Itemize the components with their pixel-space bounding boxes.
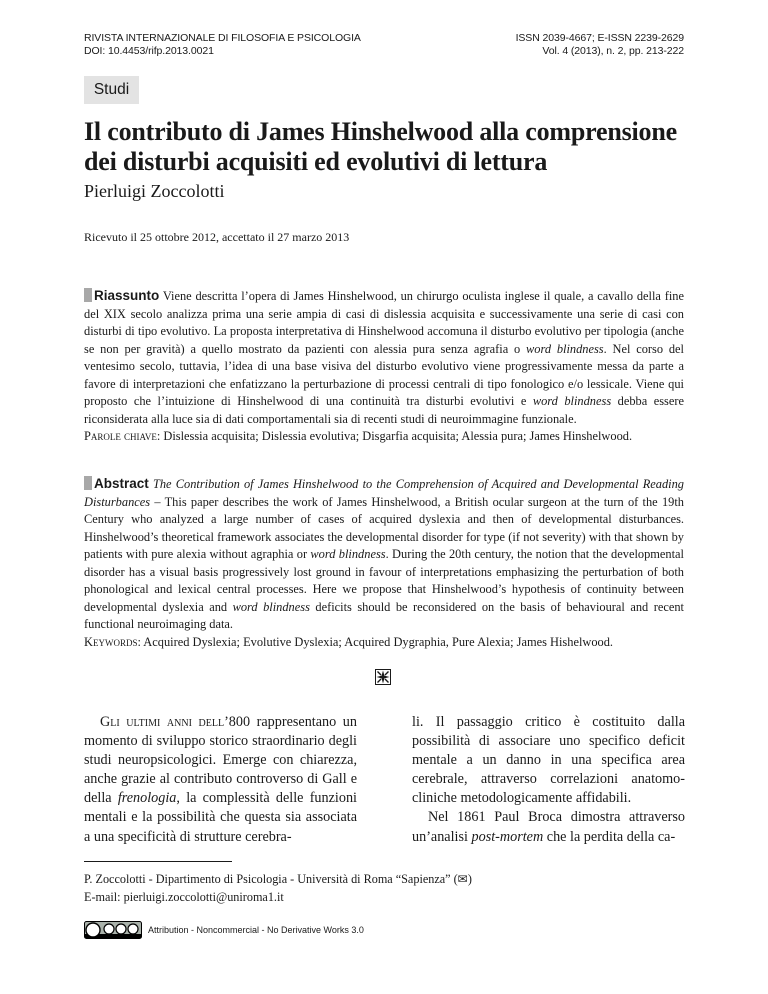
riassunto-block (84, 287, 684, 446)
keywords-label: Keywords (84, 634, 138, 649)
abstract-emphasis: word blindness (232, 599, 310, 614)
received-date: Ricevuto il 25 ottobre 2012, accettato il 27 marzo 2013 (84, 230, 350, 244)
abstract-block (84, 475, 684, 651)
body-emphasis: post-mortem (471, 828, 544, 845)
header-right (516, 32, 684, 58)
affiliation-line (84, 871, 472, 889)
section-marker-icon (84, 288, 92, 302)
body-text: che la perdita della ca- (543, 828, 676, 845)
parole-chiave-label: Parole chiave (84, 429, 157, 443)
email-address[interactable]: E-mail: pierluigi.zoccolotti@uniroma1.it (84, 889, 284, 904)
body-column-left (84, 713, 357, 847)
abstract-emphasis: word blindness (310, 547, 386, 561)
body-text: li. Il passaggio critico è costituito dalla possibilità di associare uno specifico deficit mentale a un danno in una specifica area cerebrale, attraverso correlazioni anatomo-cliniche metodologicamente affidabili. (412, 714, 685, 807)
abstract-label: Abstract (94, 476, 149, 491)
section-tag: Studi (84, 76, 139, 104)
author-name: Pierluigi Zoccolotti (84, 181, 225, 201)
creative-commons-icon[interactable] (84, 921, 142, 939)
doi-text[interactable]: DOI: 10.4453/rifp.2013.0021 (84, 45, 214, 57)
riassunto-text: debba essere riconsiderata alla luce sia di dati comportamentali sia di recenti studi di neuroimmagine funzionale. (84, 394, 684, 426)
body-text: ’800 rappresentano un momento di sviluppo storico straordinario degli studi neuropsicologici. Emerge con chiarezza, anche grazie al contributo controverso di Gall e della (84, 714, 357, 807)
parole-chiave (84, 428, 684, 446)
keywords-list: : Acquired Dyslexia; Evolutive Dyslexia; Acquired Dygraphia, Pure Alexia; James Hishelwood. (137, 634, 614, 649)
title-line-1: Il contributo di James Hinshelwood alla comprensione (84, 117, 677, 146)
section-marker-icon (84, 476, 92, 490)
footnote-rule (84, 861, 232, 862)
body-column-right (412, 713, 685, 847)
envelope-icon: ✉ (457, 872, 468, 886)
paragraph (412, 713, 685, 808)
header-left (84, 32, 361, 58)
riassunto-text: Viene descritta l’opera di James Hinshelwood, un chirurgo oculista inglese il quale, a cavallo della fine del XIX secolo analizza prima una serie ampia di casi di dislessia acquisita e successivamente una serie di casi con disturbi di tipo evolutivo. La proposta interpretativa di Hinshelwood accomuna il disturbo evolutivo per tipologia (anche se non per gravità) a quello mostrato da pazienti con alessia pura senza agrafia o (84, 289, 684, 356)
abstract-text: deficits should be reconsidered on the basis of behavioural and recent functional neuroimaging data. (84, 599, 684, 631)
riassunto-emphasis: word blindness (532, 394, 612, 408)
volume-text: Vol. 4 (2013), n. 2, pp. 213-222 (542, 45, 684, 57)
license-block (84, 921, 364, 939)
fleuron-icon (375, 669, 391, 685)
title-line-2: dei disturbi acquisiti ed evolutivi di lettura (84, 147, 548, 176)
body-text: , la complessità delle funzioni mentali e la possibilità che questa sia associata a una specificità di strutture cerebra- (84, 790, 357, 845)
paragraph (412, 808, 685, 846)
body-emphasis: frenologia (117, 790, 177, 807)
abstract-text: . During the 20th century, the notion that the developmental disorder has a visual basis progressively lost ground in favour of interpretations emphasizing the perturbation of both phonological and lexical central processes. Here we propose that Hinshelwood’s hypothesis of continuity between developmental dyslexia and (84, 547, 684, 614)
riassunto-label: Riassunto (94, 288, 160, 303)
affiliation-text: P. Zoccolotti - Dipartimento di Psicologia - Università di Roma “Sapienza” ( (84, 872, 458, 886)
abstract-english-title: The Contribution of James Hinshelwood to the Comprehension of Acquired and Developmental Reading Disturbances (84, 477, 684, 509)
riassunto-text: . Nel corso del ventesimo secolo, tuttavia, l’idea di una base visiva del disturbo evolutivo viene progressivamente messa da parte a favore di interpretazioni che enfatizzano la perturbazione di processi centrali di tipo fonologico e/o lessicale. Viene qui proposto che l’intuizione di Hinshelwood di una continuità tra disturbi evolutivi e (84, 341, 684, 408)
abstract-text: – This paper describes the work of James Hinshelwood, a British ocular surgeon at the turn of the 19th Century who analyzed a large number of cases of acquired dyslexia and then of developmental disturbances. Hinshelwood’s theoretical framework associates the developmental disorder for type (if not severity) with that shown by patients with pure alexia without agraphia or (84, 494, 684, 561)
author-footnote (84, 871, 472, 906)
journal-name: RIVISTA INTERNAZIONALE DI FILOSOFIA E PSICOLOGIA (84, 32, 361, 44)
license-text: Attribution - Noncommercial - No Derivative Works 3.0 (148, 925, 364, 935)
running-header (84, 32, 684, 60)
riassunto-emphasis: word blindness (526, 341, 604, 356)
keywords (84, 634, 684, 652)
parole-chiave-list: : Dislessia acquisita; Dislessia evolutiva; Disgarfia acquisita; Alessia pura; James Hinshelwood. (156, 429, 633, 443)
article-title (84, 117, 694, 177)
opening-small-caps: Gli ultimi anni dell (100, 714, 225, 730)
body-text: Nel 1861 Paul Broca dimostra attraverso un’analisi (412, 809, 685, 845)
issn-text: ISSN 2039-4667; E-ISSN 2239-2629 (515, 32, 684, 44)
affiliation-text: ) (467, 872, 472, 886)
